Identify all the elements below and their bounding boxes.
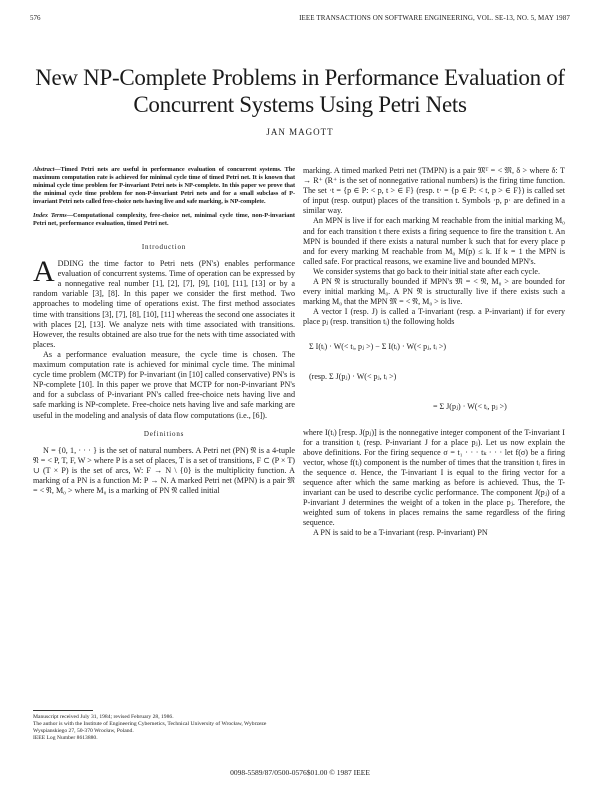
abstract-label: Abstract xyxy=(33,166,55,173)
right-paragraph-3: We consider systems that go back to their initial state after each cycle. xyxy=(313,266,541,276)
page-number: 576 xyxy=(30,14,41,22)
right-paragraph-1: marking. A timed marked Petri net (TMPN) is a pair 𝔐ᵀ = < 𝔐, δ > where δ: T → R⁺ (R⁺ is the set of nonnegative rational numbers) is the firing time function. The set ·t = {p ∈ P: < p, t > ∈ F} (resp. t· = {p ∈ P: < t, p > ∈ F}) is called set of input (resp. output) places of the transition t. Symbols ·p, p· are defined in a similar way. xyxy=(303,166,565,216)
left-column xyxy=(33,166,295,496)
equation-1-text: Σ I(tᵢ) · W(< tᵢ, pⱼ >) − Σ I(tᵢ) · W(< pⱼ, tᵢ >) xyxy=(309,341,447,351)
intro-heading: Introduction xyxy=(141,243,187,251)
copyright-line: 0098-5589/87/0500-0576$01.00 © 1987 IEEE xyxy=(230,768,370,777)
abstract xyxy=(33,166,295,206)
equation-3 xyxy=(303,398,565,418)
footnote-rule xyxy=(33,710,93,711)
footnote-affiliation: The author is with the Institute of Engineering Cybernetics, Technical University of Wrocław, Wybrzeze Wyspianskiego 27, 50-370 Wrocław, Poland. xyxy=(33,721,267,734)
footnote-log-number: IEEE Log Number 8613880. xyxy=(33,735,98,741)
intro-paragraph-2: As a performance evaluation measure, the cycle time is chosen. The maximum computation rate is achieved for minimal cycle time. The minimal cycle time problem (MCTP) for P-invariant (in [10] called conservative) PN's is NP-complete [10]. In this paper we prove that MCTP for non-P-invariant PN's and for a subclass of P-invariant PN's called free-choice nets having live and safe marking is NP-complete. Free-choice nets having live and safe marking are useful in the modeling and analysis of data flow computations (i.e., [6]). xyxy=(33,349,295,420)
right-paragraph-2: An MPN is live if for each marking M reachable from the initial marking M₀ and for each transition t there exists a firing sequence to fire the transition t. An MPN is bounded if there exists a natural number k such that for every place p and for every marking M reachable from M₀ M(p) ≤ k. If k = 1 the MPN is called safe. For practical reasons, we examine live and bounded MPN's. xyxy=(303,216,565,266)
right-paragraph-6: where I(tᵢ) [resp. J(pⱼ)] is the nonnegative integer component of the T-invariant I for a transition tᵢ (resp. P-invariant J for a place pⱼ). Let us now explain the above definitions. For the firing sequence σ = t₁ · · · tₖ · · · let f(σ) be a firing vector, whose f(tᵢ) component is the number of times that the transition tᵢ fires in the sequence σ. Hence, the T-invariant I is equal to the firing vector for a sequence after which the same marking as before is achieved. Thus, the T-invariant can be used to describe cyclic performance. The component J(pⱼ) of a P-invariant J determines the weight of a token in the place pⱼ. Therefore, the weighted sum of tokens in places remains the same regardless of the firing sequence. xyxy=(303,427,565,528)
definitions-heading: Definitions xyxy=(143,429,185,438)
right-paragraph-7: A PN is said to be a T-invariant (resp. P-invariant) PN xyxy=(313,528,488,538)
drop-cap: A xyxy=(33,255,55,289)
right-paragraph-4: A PN 𝔑 is structurally bounded if MPN's 𝔐 = < 𝔑, M₀ > are bounded for every initial marking M₀. A PN 𝔑 is structurally live if there exists such a marking M₀ that the MPN 𝔐 = < 𝔑, M₀ > is live. xyxy=(303,277,565,307)
index-terms-label: Index Terms xyxy=(33,212,67,219)
equation-3-text: = Σ J(pⱼ) · W(< tᵢ, pⱼ >) xyxy=(433,401,507,411)
author-name: JAN MAGOTT xyxy=(266,127,334,137)
paper-title: New NP-Complete Problems in Performance Evaluation of Concurrent Systems Using Petri Nets xyxy=(35,65,565,117)
definitions-paragraph-1: N = {0, 1, · · · } is the set of natural numbers. A Petri net (PN) 𝔑 is a 4-tuple 𝔑 = < P, T, F, W > where P is a set of places, T is a set of transitions, F ⊂ (P × T) ∪ (T × P) is the set of arcs, W: F → N \ {0} is the multiplicity function. A marking of a PN is a function M: P → N. A marked Petri net (MPN) is a pair 𝔐 = < 𝔑, M₀ > where M₀ is a marking of PN 𝔑 called initial xyxy=(33,445,295,496)
equation-1 xyxy=(303,338,565,358)
intro-paragraph-1 xyxy=(33,255,295,350)
intro-p1-text: DDING the time factor to Petri nets (PN's) enables performance evaluation of concurrent systems. Time of operation can be expressed by a nonnegative real number [1], [2], [7], [9], [10], [11], [13] or by a random variable [3], [8]. In this paper we consider the first method. Two approaches to modeling time of operations exist. The first method associates time with transitions [3], [7], [8], [10], [11] whereas the second one associates it with places [2], [13]. We analyze nets with time associated with transitions. However, the results obtained are also true for the nets with time associated with places. xyxy=(33,259,295,349)
footnote xyxy=(33,714,295,742)
equation-2 xyxy=(303,368,565,388)
footnote-received: Manuscript received July 31, 1984; revised February 28, 1986. xyxy=(33,714,174,720)
right-paragraph-5: A vector I (resp. J) is called a T-invariant (resp. a P-invariant) if for every place pⱼ (resp. transition tᵢ) the following holds xyxy=(303,307,565,327)
right-column xyxy=(303,166,565,539)
index-terms-text: —Computational complexity, free-choice net, minimal cycle time, non-P-invariant Petri net, performance evaluation, timed Petri net. xyxy=(33,212,295,227)
abstract-text: —Timed Petri nets are useful in performance evaluation of concurrent systems. The maximum computation rate is achieved for minimal cycle time of timed Petri net. It is known that minimal cycle time problem for P-invariant Petri nets is NP-complete. In this paper we prove that the minimal cycle time problem for non-P-invariant Petri nets and for a small subclass of P-invariant Petri nets called free-choice nets having live and safe marking, is NP-complete. xyxy=(33,166,295,205)
index-terms xyxy=(33,212,295,228)
equation-2-text: (resp. Σ J(pⱼ) · W(< pⱼ, tᵢ >) xyxy=(309,371,397,381)
running-header xyxy=(30,14,570,26)
journal-name: IEEE TRANSACTIONS ON SOFTWARE ENGINEERING, VOL. SE-13, NO. 5, MAY 1987 xyxy=(299,14,570,22)
